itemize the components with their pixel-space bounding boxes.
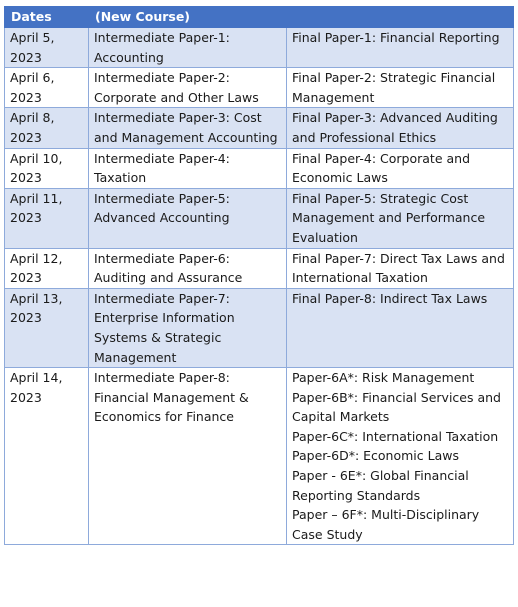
final-paper-line: Paper – 6F*: Multi-Disciplinary Case Study — [292, 507, 480, 542]
final-paper-cell — [287, 248, 514, 288]
final-paper-cell — [287, 68, 514, 108]
intermediate-paper-cell: Intermediate Paper-4: Taxation — [89, 148, 287, 188]
header-dates: Dates — [5, 7, 89, 28]
header-new-course: (New Course) — [89, 7, 287, 28]
final-paper-line: Final Paper-7: Direct Tax Laws and International Taxation — [292, 250, 505, 286]
table-row — [5, 288, 514, 367]
final-paper-line: Final Paper-2: Strategic Financial Management — [292, 70, 496, 105]
final-paper-line: Paper-6D*: Economic Laws — [292, 448, 459, 464]
final-paper-cell — [287, 368, 514, 545]
final-paper-line: Final Paper-4: Corporate and Economic Laws — [292, 150, 471, 186]
date-cell: April 12, 2023 — [5, 248, 89, 288]
final-paper-cell — [287, 288, 514, 367]
final-paper-cell — [287, 148, 514, 188]
date-cell: April 11, 2023 — [5, 188, 89, 248]
intermediate-paper-cell: Intermediate Paper-5: Advanced Accounting — [89, 188, 287, 248]
intermediate-paper-cell: Intermediate Paper-1: Accounting — [89, 28, 287, 68]
table-row — [5, 108, 514, 148]
table-header-row — [5, 7, 514, 28]
date-cell: April 6, 2023 — [5, 68, 89, 108]
intermediate-paper-cell: Intermediate Paper-7: Enterprise Information Systems & Strategic Management — [89, 288, 287, 367]
final-paper-cell — [287, 28, 514, 68]
table-row — [5, 28, 514, 68]
final-paper-line: Paper-6C*: International Taxation — [292, 428, 499, 444]
exam-schedule-table — [4, 6, 514, 545]
date-cell: April 10, 2023 — [5, 148, 89, 188]
final-paper-line: Final Paper-5: Strategic Cost Management and Performance Evaluation — [292, 190, 486, 245]
intermediate-paper-cell: Intermediate Paper-3: Cost and Management Accounting — [89, 108, 287, 148]
header-final — [287, 7, 514, 28]
intermediate-paper-cell: Intermediate Paper-6: Auditing and Assurance — [89, 248, 287, 288]
table-row — [5, 188, 514, 248]
date-cell: April 8, 2023 — [5, 108, 89, 148]
date-cell: April 13, 2023 — [5, 288, 89, 367]
final-paper-line: Paper - 6E*: Global Financial Reporting Standards — [292, 468, 469, 503]
exam-schedule — [4, 6, 513, 545]
table-row — [5, 368, 514, 545]
final-paper-line: Paper-6B*: Financial Services and Capital Markets — [292, 389, 501, 425]
final-paper-cell — [287, 188, 514, 248]
final-paper-cell — [287, 108, 514, 148]
table-row — [5, 68, 514, 108]
date-cell: April 5, 2023 — [5, 28, 89, 68]
final-paper-line: Final Paper-1: Financial Reporting — [292, 30, 500, 45]
date-cell: April 14, 2023 — [5, 368, 89, 545]
final-paper-line: Final Paper-3: Advanced Auditing and Professional Ethics — [292, 110, 498, 145]
intermediate-paper-cell: Intermediate Paper-2: Corporate and Other Laws — [89, 68, 287, 108]
table-row — [5, 248, 514, 288]
final-paper-line: Paper-6A*: Risk Management — [292, 370, 475, 386]
table-row — [5, 148, 514, 188]
final-paper-line: Final Paper-8: Indirect Tax Laws — [292, 290, 488, 306]
intermediate-paper-cell: Intermediate Paper-8: Financial Management & Economics for Finance — [89, 368, 287, 545]
